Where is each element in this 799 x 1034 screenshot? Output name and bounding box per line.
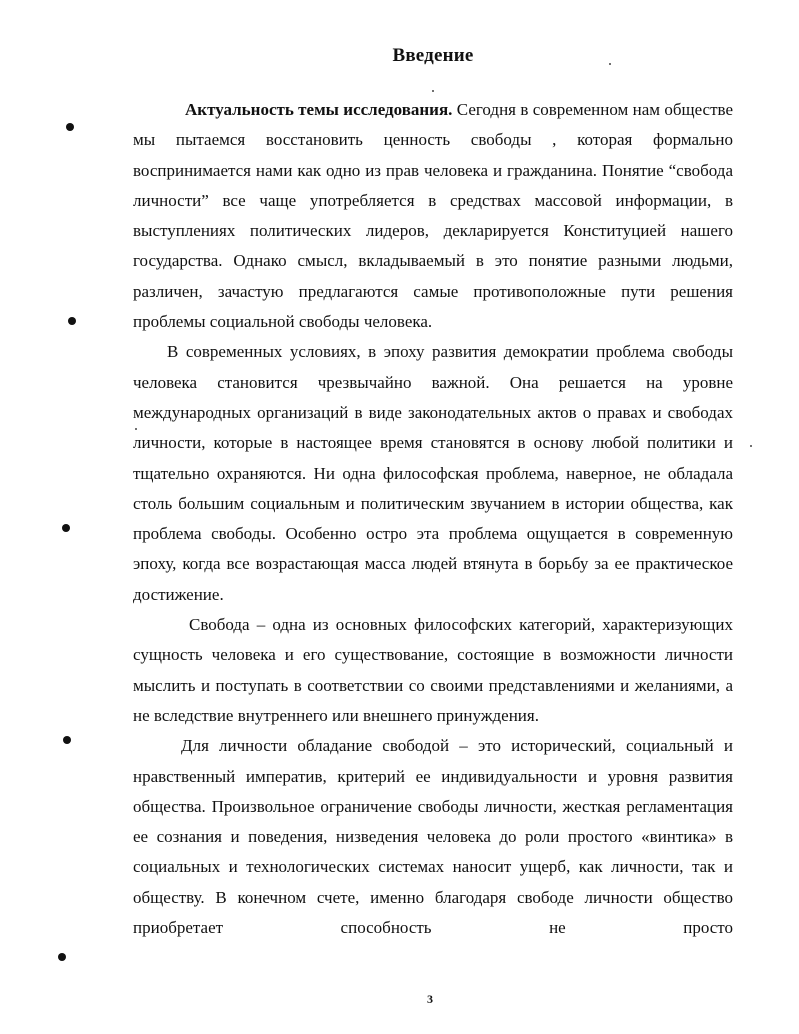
page-title: Введение [392,45,474,66]
scan-speck [135,428,137,430]
scan-speck [609,63,611,65]
paragraph-modern-conditions: В современных условиях, в эпоху развития демократии проблема свободы человека становится чрезвычайно важной. Она решается на уровне международных организаций в виде законодательных актов о правах и свободах личности, которые в настоящее время становятся в основу любой политики и тщательно охраняются. Ни одна философская проблема, наверное, не обладала столь большим социальным и политическим звучанием в истории общества, как проблема свободы. Особенно остро эта проблема ощущается в современную эпоху, когда все возрастающая масса людей втянута в борьбу за ее практическое достижение. [133,342,733,604]
margin-dot [66,123,74,131]
paragraph-lead: Актуальность темы исследования. [185,100,453,119]
paragraph-personal-freedom: Для личности обладание свободой – это исторический, социальный и нравственный императив, критерий ее индивидуальности и уровня развития общества. Произвольное ограничение свободы личности, жесткая регламентация ее сознания и поведения, низведения человека до роли простого «винтика» в социальных и технологических системах наносит ущерб, как личности, так и обществу. В конечном счете, именно благодаря свободе личности общество приобретает способность не просто [133,736,733,938]
paragraph-relevance [133,95,733,337]
page-number: 3 [427,992,433,1006]
paragraph-freedom-definition: Свобода – одна из основных философских категорий, характеризующих сущность человека и его существование, состоящие в возможности личности мыслить и поступать в соответствии со своими представлениями и желаниями, а не вследствие внутреннего или внешнего принуждения. [133,615,733,725]
body-text [133,95,733,943]
margin-dot [62,524,70,532]
margin-dot [63,736,71,744]
margin-dot [58,953,66,961]
paragraph-text: Сегодня в современном нам обществе мы пытаемся восстановить ценность свободы , которая формально воспринимается нами как одно из прав человека и гражданина. Понятие “свобода личности” все чаще употребляется в средствах массовой информации, в выступлениях политических лидеров, декларируется Конституцией нашего государства. Однако смысл, вкладываемый в это понятие разными людьми, различен, зачастую предлагаются самые противоположные пути решения проблемы социальной свободы человека. [133,100,734,332]
margin-dot [68,317,76,325]
scan-speck [432,90,434,92]
scan-speck [750,445,752,447]
